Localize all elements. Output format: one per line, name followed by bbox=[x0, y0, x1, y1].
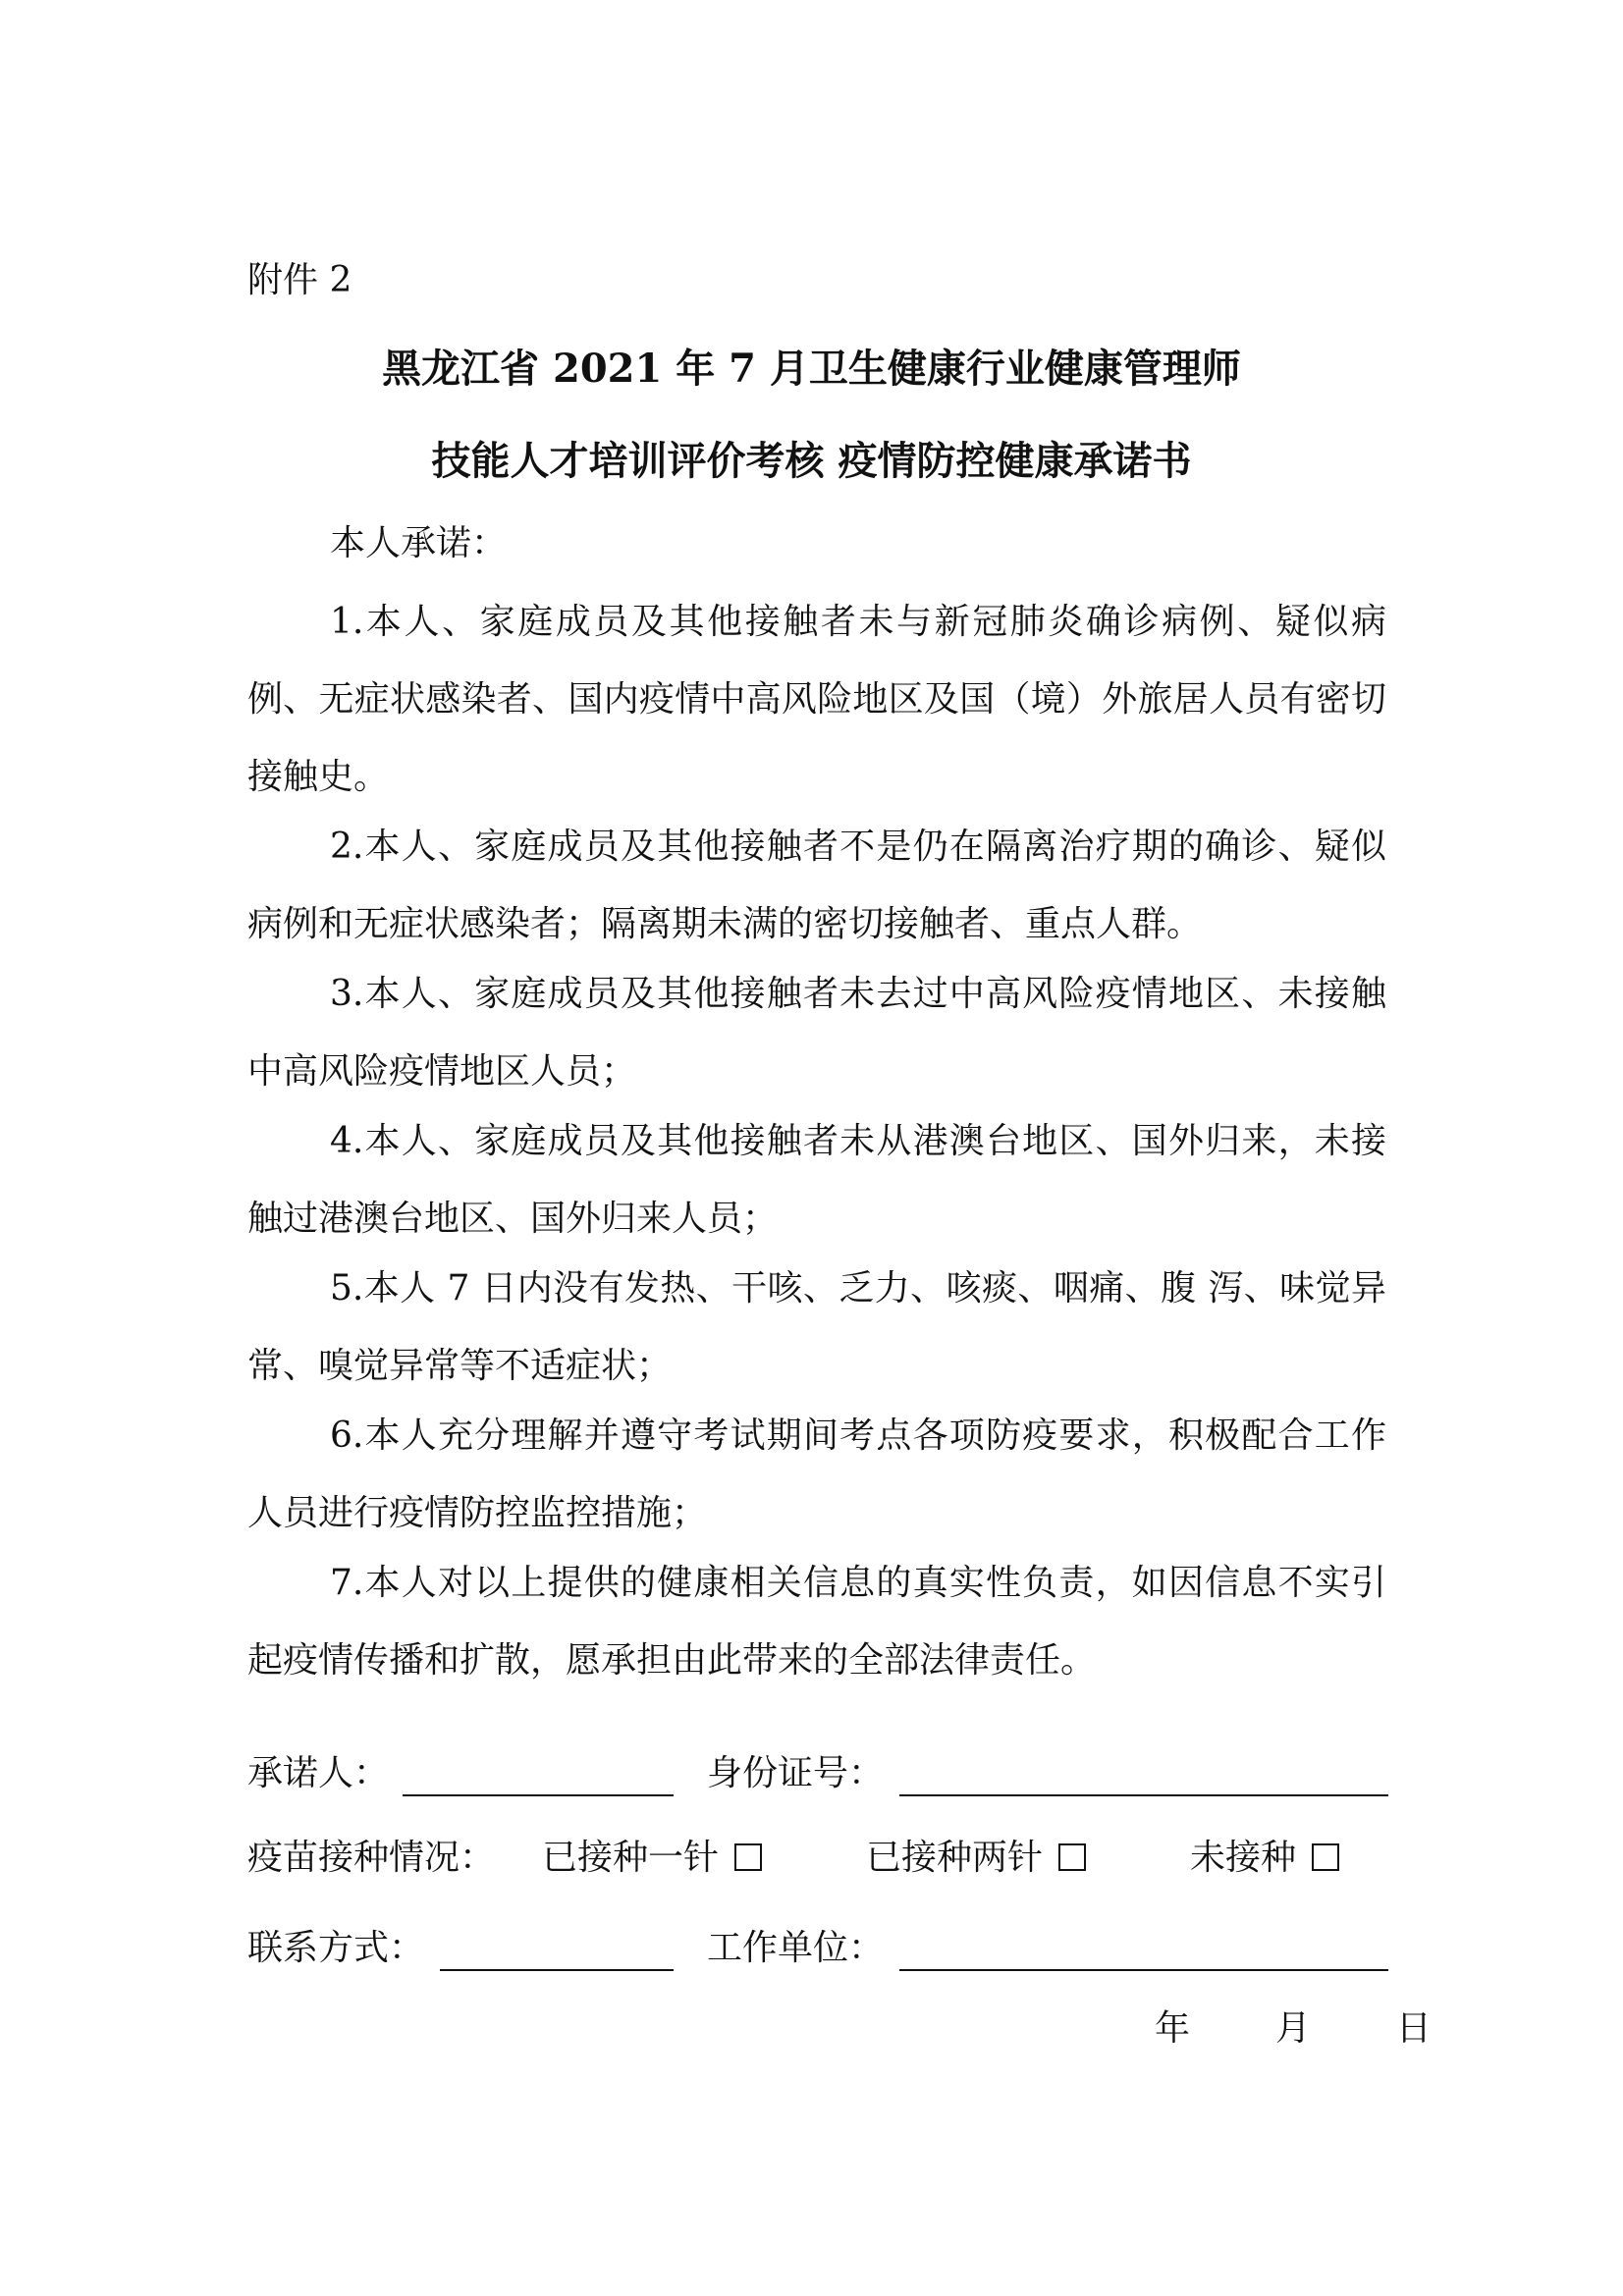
contact-label: 联系方式： bbox=[247, 1928, 425, 1968]
document-title-line2: 技能人才培训评价考核 疫情防控健康承诺书 bbox=[431, 438, 1192, 484]
date-line bbox=[1155, 2004, 1432, 2054]
commitment-item-4: 4.本人、家庭成员及其他接触者未从港澳台地区、国外归来，未接触过港澳台地区、国外归来人员； bbox=[247, 1121, 1386, 1239]
vaccine-option-none[interactable] bbox=[1190, 1834, 1339, 1883]
id-number-label: 身份证号： bbox=[707, 1753, 885, 1793]
document-title-line1: 黑龙江省 2021 年 7 月卫生健康行业健康管理师 bbox=[382, 346, 1241, 392]
vaccine-option-one-dose-label: 已接种一针 bbox=[542, 1838, 720, 1878]
commitment-item-1: 1.本人、家庭成员及其他接触者未与新冠肺炎确诊病例、疑似病例、无症状感染者、国内疫情中高风险地区及国（境）外旅居人员有密切接触史。 bbox=[247, 602, 1386, 797]
commitment-item-3: 3.本人、家庭成员及其他接触者未去过中高风险疫情地区、未接触中高风险疫情地区人员； bbox=[247, 974, 1386, 1092]
checkbox-icon[interactable] bbox=[1312, 1843, 1339, 1871]
employer-blank[interactable] bbox=[899, 1969, 1388, 1971]
checkbox-icon[interactable] bbox=[734, 1843, 762, 1871]
date-month-label: 月 bbox=[1274, 2008, 1311, 2049]
contact-blank[interactable] bbox=[440, 1969, 674, 1971]
vaccine-label: 疫苗接种情况： bbox=[247, 1838, 496, 1878]
form-row-contact bbox=[247, 1924, 1388, 1973]
commitment-item-7: 7.本人对以上提供的健康相关信息的真实性负责，如因信息不实引起疫情传播和扩散，愿承担由此带来的全部法律责任。 bbox=[247, 1563, 1386, 1681]
intro-text: 本人承诺： bbox=[330, 523, 508, 563]
form-row-vaccine bbox=[247, 1834, 1388, 1883]
checkbox-icon[interactable] bbox=[1058, 1843, 1086, 1871]
id-number-blank[interactable] bbox=[899, 1794, 1388, 1796]
form-row-promiser bbox=[247, 1749, 1388, 1798]
promiser-label: 承诺人： bbox=[247, 1753, 390, 1793]
vaccine-option-two-doses[interactable] bbox=[866, 1834, 1086, 1883]
attachment-label: 附件 2 bbox=[247, 260, 352, 300]
commitment-item-5: 5.本人 7 日内没有发热、干咳、乏力、咳痰、咽痛、腹 泻、味觉异常、嗅觉异常等不适症状； bbox=[247, 1268, 1386, 1386]
commitment-item-6: 6.本人充分理解并遵守考试期间考点各项防疫要求，积极配合工作人员进行疫情防控监控措施； bbox=[247, 1415, 1386, 1533]
vaccine-option-none-label: 未接种 bbox=[1190, 1838, 1297, 1878]
vaccine-option-one-dose[interactable] bbox=[542, 1834, 762, 1883]
date-day-label: 日 bbox=[1395, 2008, 1432, 2049]
commitment-body bbox=[247, 520, 1386, 1707]
employer-label: 工作单位： bbox=[707, 1928, 885, 1968]
date-year-label: 年 bbox=[1155, 2008, 1191, 2049]
vaccine-option-two-doses-label: 已接种两针 bbox=[866, 1838, 1044, 1878]
commitment-item-2: 2.本人、家庭成员及其他接触者不是仍在隔离治疗期的确诊、疑似病例和无症状感染者；隔离期未满的密切接触者、重点人群。 bbox=[247, 827, 1386, 944]
promiser-blank[interactable] bbox=[403, 1794, 674, 1796]
